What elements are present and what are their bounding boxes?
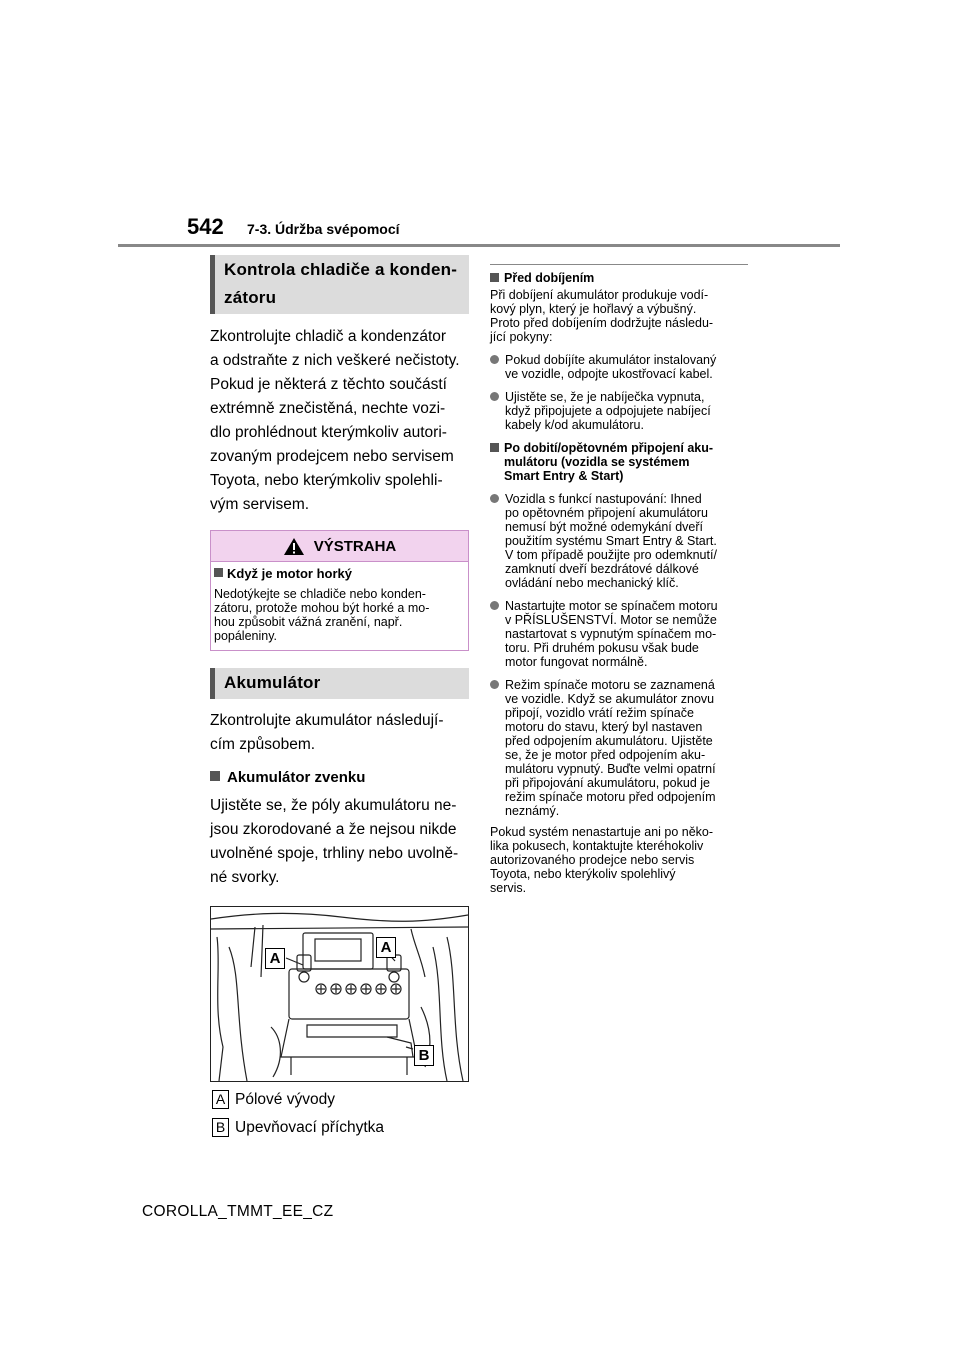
- battery-section-title: Akumulátor: [210, 668, 469, 699]
- section-heading: 7-3. Údržba svépomocí: [247, 221, 400, 237]
- legend-item-b: [210, 1118, 469, 1137]
- closing-text: Pokud systém nenastartuje ani po něko- lika pokusech, kontaktujte kteréhokoliv autorizovaného prodejce nebo servis Toyota, nebo kterýkoliv spolehlivý servis.: [490, 825, 714, 895]
- figure-callout-a-left: A: [265, 948, 285, 969]
- left-column: [210, 255, 469, 1137]
- legend-item-a: [210, 1090, 469, 1109]
- legend-text-a: Pólové vývody: [235, 1090, 335, 1108]
- warning-text: Nedotýkejte se chladiče nebo konden- zátoru, protože mohou být horké a mo- hou způsobit vážná zranění, např. popáleniny.: [214, 587, 430, 643]
- before-charging-title: Před dobíjením: [490, 271, 750, 285]
- after-charging-title: Po dobití/opětovném připojení aku- mulátoru (vozidla se systémem Smart Entry & Start): [490, 441, 750, 483]
- warning-box: [210, 530, 469, 651]
- radiator-text: Zkontrolujte chladič a kondenzátor a odstraňte z nich veškeré nečistoty. Pokud je některá z těchto součástí extrémně znečistěná, nechte vozi- dlo prohlédnout kterýmkoliv autori- zovaným prodejcem nebo servisem Toyota, nebo kterýmkoliv spolehli- vým servisem.: [210, 328, 460, 513]
- right-column-rule: [490, 264, 748, 265]
- document-code: COROLLA_TMMT_EE_CZ: [142, 1203, 334, 1220]
- legend-text-b: Upevňovací příchytka: [235, 1118, 385, 1136]
- warning-triangle-icon: [283, 537, 305, 556]
- figure-callout-a-right: A: [376, 937, 396, 958]
- battery-intro: Zkontrolujte akumulátor následují- cím způsobem.: [210, 712, 444, 753]
- legend-key-b: B: [212, 1118, 229, 1137]
- list-item: Ujistěte se, že je nabíječka vypnuta, když připojujete a odpojujete nabíjecí kabely k/od akumulátoru.: [490, 390, 750, 432]
- warning-label: VÝSTRAHA: [313, 537, 397, 555]
- header-rule: [118, 244, 840, 247]
- battery-subheading: Akumulátor zvenku: [210, 769, 469, 786]
- before-charging-text: Při dobíjení akumulátor produkuje vodí- kový plyn, který je hořlavý a výbušný. Proto před dobíjením dodržujte následu- jící pokyny:: [490, 288, 714, 344]
- list-item: Režim spínače motoru se zaznamená ve vozidle. Když se akumulátor znovu připojí, vozidlo vrátí režim spínače motoru do stavu, který byl nastaven před odpojením akumulátoru. Ujistěte se, že je motor před odpojením aku- mulátoru vypnutý. Buďte velmi opatrní při připojování akumulátoru, pokud je režim spínače motoru před odpojením neznámý.: [490, 678, 750, 818]
- radiator-section-title: Kontrola chladiče a konden- zátoru: [210, 255, 469, 314]
- page-number: 542: [187, 214, 224, 239]
- figure-callout-b: B: [414, 1045, 434, 1066]
- battery-illustration: [210, 906, 469, 1082]
- warning-header: [211, 531, 468, 562]
- legend-key-a: A: [212, 1090, 229, 1109]
- list-item: Pokud dobíjíte akumulátor instalovaný ve vozidle, odpojte ukostřovací kabel.: [490, 353, 750, 381]
- battery-text: Ujistěte se, že póly akumulátoru ne- jsou zkorodované a že nejsou nikde uvolněné spoje, trhliny nebo uvolně- né svorky.: [210, 797, 459, 886]
- list-item: Nastartujte motor se spínačem motoru v PŘÍSLUŠENSTVÍ. Motor se nemůže nastartovat s vypnutým spínačem mo- toru. Při druhém pokusu však bude motor fungovat normálně.: [490, 599, 750, 669]
- warning-title: Když je motor horký: [214, 567, 460, 581]
- right-column: [490, 264, 750, 895]
- list-item: Vozidla s funkcí nastupování: Ihned po opětovném připojení akumulátoru nemusí být možné odemykání dveří použitím systému Smart Entry & Start. V tom případě použijte pro odemknutí/ zamknutí dveří bezdrátové dálkové ovládání nebo mechanický klíč.: [490, 492, 750, 590]
